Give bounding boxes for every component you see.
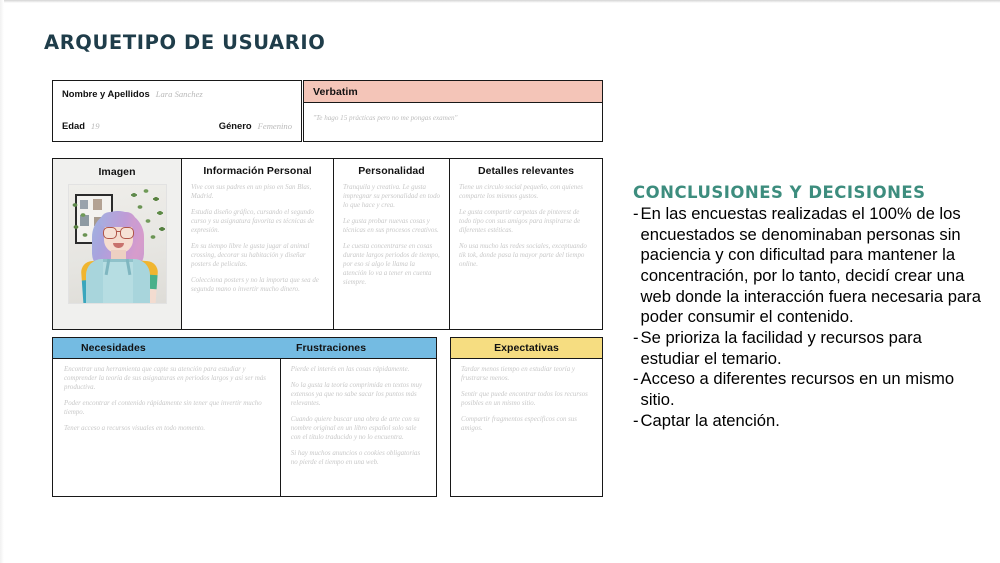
image-column-header: Imagen	[98, 166, 136, 178]
needs-frustrations-header	[53, 338, 436, 359]
conclusion-item	[633, 411, 985, 432]
verbatim-card	[303, 80, 603, 142]
verbatim-header	[304, 81, 602, 103]
needs-frustrations-table	[52, 337, 437, 497]
conclusion-item	[633, 369, 985, 410]
needs-frustrations-body	[53, 359, 436, 496]
identity-card	[52, 80, 302, 142]
persona-avatar-photo	[69, 185, 166, 303]
cell-paragraph: Si hay muchos anuncios o cookies obligatorias no pierde el tiempo en una web.	[290, 449, 421, 466]
persona-image-column	[53, 159, 181, 329]
cell-paragraph: Colecciona posters y no la importa que sea de segunda mano o invertir mucho dinero.	[191, 276, 319, 293]
cell-paragraph: Cuando quiere buscar una obra de arte con su nombre original en un libro español solo sale con el título traducido y no lo encuentra.	[290, 415, 420, 441]
info-column-header: Información Personal	[203, 165, 312, 177]
cell-paragraph: Le cuesta concentrarse en cosas durante largos periodos de tiempo, por eso si algo le llama la atención lo va a tener en cuenta siempre.	[343, 242, 440, 286]
persona-details-column	[449, 159, 602, 329]
verbatim-quote: "Te hago 15 prácticas pero no me pongas examen"	[313, 114, 458, 122]
age-label: Edad	[62, 120, 85, 131]
cell-paragraph: Tener acceso a recursos visuales en todo momento.	[64, 424, 206, 432]
details-column-header: Detalles relevantes	[477, 165, 575, 177]
conclusion-bullet-marker: -	[633, 369, 639, 389]
expectations-header-label: Expectativas	[494, 342, 559, 354]
conclusion-bullet-marker: -	[633, 327, 639, 347]
expectations-header	[451, 338, 602, 359]
personality-column-body	[343, 184, 440, 288]
frustrations-column-body	[291, 366, 426, 468]
cell-paragraph: Le gusta probar nuevas cosas y técnicas en sus procesos creativos.	[343, 217, 439, 234]
frustrations-header-label: Frustraciones	[296, 342, 367, 354]
conclusion-text: En las encuestas realizadas el 100% de los encuestados se denominaban personas sin paciencia y con dificultad para mantener la concentración, por lo tanto, decidí crear una web donde la interacción fuera necesaria para poder consumir el contenido.	[640, 204, 981, 327]
needs-header-label: Necesidades	[81, 342, 146, 354]
slide-top-edge-shadow	[0, 0, 1000, 3]
info-column-body	[191, 184, 324, 295]
persona-info-column	[181, 159, 333, 329]
cell-paragraph: Tiene un circulo social pequeño, con quienes comparte los mismos gustos.	[459, 184, 583, 200]
cell-paragraph: Sentir que puede encontrar todos los recursos posibles en un mismo sitio.	[461, 390, 588, 407]
slide-left-edge-shadow	[0, 0, 4, 563]
cell-paragraph: No usa mucho las redes sociales, exceptuando tik tok, donde pasa la mayor parte del tiempo online.	[459, 242, 587, 268]
persona-personality-column	[333, 159, 449, 329]
identity-name-row	[62, 88, 292, 99]
page-title: ARQUETIPO DE USUARIO	[44, 31, 326, 54]
conclusions-list	[633, 204, 985, 431]
conclusion-text: Captar la atención.	[640, 410, 780, 430]
conclusion-bullet-marker: -	[633, 204, 639, 223]
conclusion-text: Acceso a diferentes recursos en un mismo sitio.	[640, 369, 955, 409]
cell-paragraph: Pierde el interés en las cosas rápidamente.	[290, 366, 410, 373]
needs-column-body	[64, 366, 269, 434]
age-value: 19	[90, 121, 100, 131]
age-pair	[62, 120, 100, 131]
cell-paragraph: Tranquila y creativa. Le gusta impregnar su personalidad en todo lo que hace y crea.	[343, 184, 440, 209]
conclusions-section	[633, 183, 985, 431]
verbatim-header-label: Verbatim	[313, 85, 358, 98]
cell-paragraph: Compartir fragmentos especificos con sus amigos.	[461, 415, 577, 432]
conclusion-item	[633, 204, 985, 328]
frustrations-column	[280, 359, 436, 496]
expectations-table	[450, 337, 603, 497]
gender-label: Género	[218, 120, 252, 131]
name-label: Nombre y Apellidos	[62, 88, 150, 99]
details-column-body	[459, 184, 593, 270]
personality-column-header: Personalidad	[358, 165, 425, 177]
cell-paragraph: Encontrar una herramienta que capte su atención para estudiar y comprender la teoría de sus asignaturas en periodos largos y asi ser más productiva.	[64, 366, 266, 391]
needs-column	[53, 359, 280, 496]
conclusion-item	[633, 328, 985, 369]
identity-age-gender-row	[62, 120, 292, 131]
cell-paragraph: No la gusta la teoría comprimida en textos muy extensos ya que no sabe sacar los puntos más relevantes.	[290, 381, 423, 407]
cell-paragraph: En su tiempo libre le gusta jugar al animal crossing, decorar su habitación y diseñar posters de peliculas.	[191, 242, 310, 268]
cell-paragraph: Le gusta compartir carpetas de pinterest de todo tipo con sus amigos para inspirarse de diferentes estéticas.	[459, 208, 581, 234]
expectations-column-body	[461, 366, 592, 434]
gender-value: Femenino	[257, 121, 292, 131]
conclusion-bullet-marker: -	[633, 410, 639, 430]
cell-paragraph: Tardar menos tiempo en estudiar teoría y frustrarse menos.	[461, 366, 575, 382]
name-value: Lara Sanchez	[155, 89, 203, 99]
conclusion-text: Se prioriza la facilidad y recursos para estudiar el temario.	[640, 327, 922, 368]
cell-paragraph: Estudia diseño gráfico, cursando el segundo curso y su asignatura favorita es técnicas de expresión.	[191, 208, 315, 234]
expectations-column	[451, 359, 602, 434]
persona-detail-table	[52, 158, 603, 330]
cell-paragraph: Poder encontrar el contenido rápidamente sin tener que invertir mucho tiempo.	[64, 399, 262, 416]
conclusions-title: CONCLUSIONES Y DECISIONES	[633, 183, 926, 202]
gender-pair	[219, 120, 292, 131]
cell-paragraph: Vive con sus padres en un piso en San Blas, Madrid.	[191, 184, 312, 200]
